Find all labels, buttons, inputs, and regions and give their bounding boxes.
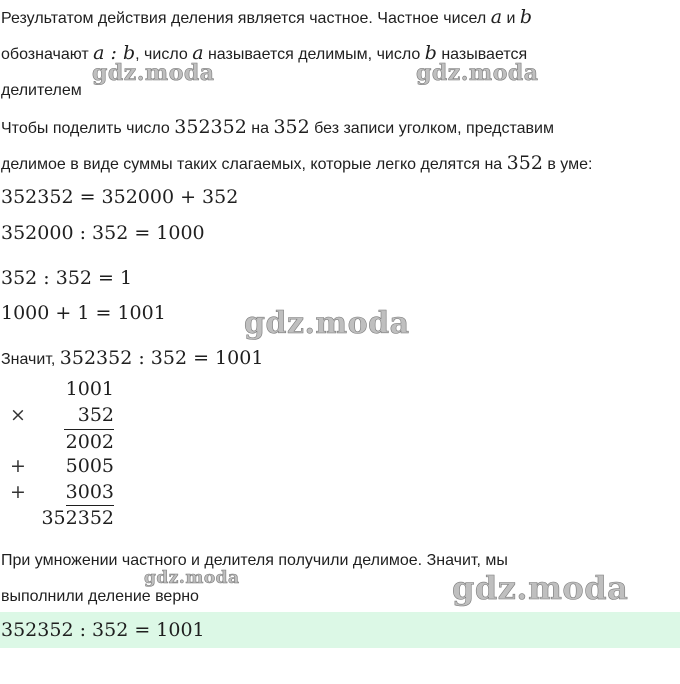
intro-text: называется делимым, число	[207, 46, 421, 63]
mult-row-result	[0, 506, 116, 532]
intro-line-1	[1, 6, 532, 30]
divisor-number: 352	[273, 116, 310, 138]
mult-result: 352352	[41, 506, 114, 529]
var-a: a	[490, 6, 503, 28]
mult-row-partial-3	[0, 480, 116, 506]
var-a: a	[192, 42, 204, 64]
mult-row-partial-1	[0, 429, 116, 455]
conclusion-label: Значит,	[1, 351, 56, 368]
intro-text: делителем	[1, 82, 82, 99]
column-multiplication	[0, 377, 116, 532]
check-line-2	[1, 586, 199, 608]
method-text: на	[251, 120, 269, 137]
answer-expression: 352352 : 352 = 1001	[1, 619, 205, 641]
var-b: b	[424, 42, 437, 64]
method-line-2	[1, 152, 592, 176]
conj-and: и	[506, 10, 516, 27]
plus-operator: +	[10, 455, 26, 478]
quotient-notation: a : b	[93, 42, 136, 64]
dividend-number: 352352	[174, 116, 247, 138]
conclusion-line	[1, 347, 263, 371]
watermark: gdz.moda	[244, 306, 410, 341]
plus-operator: +	[10, 481, 26, 504]
watermark: gdz.moda	[92, 60, 215, 86]
check-text: выполнили деление верно	[1, 588, 199, 605]
mult-row-partial-2	[0, 454, 116, 480]
mult-value: 5005	[65, 455, 114, 478]
watermark: gdz.moda	[144, 568, 240, 588]
conclusion-expression: 352352 : 352 = 1001	[59, 347, 264, 369]
mult-value: 3003	[66, 480, 114, 506]
method-text: Чтобы поделить число	[1, 120, 170, 137]
intro-text: Результатом действия деления является частное. Частное чисел	[1, 10, 487, 27]
times-operator: ×	[10, 403, 26, 426]
mult-row-multiplicand	[0, 377, 116, 403]
equation-1: 352352 = 352000 + 352	[1, 186, 239, 208]
intro-text: , число	[135, 46, 188, 63]
divisor-number: 352	[506, 152, 543, 174]
equation-3: 352 : 352 = 1	[1, 267, 133, 289]
watermark: gdz.moda	[416, 60, 539, 86]
method-text: делимое в виде суммы таких слагаемых, которые легко делятся на	[1, 156, 503, 173]
answer-box	[0, 612, 680, 648]
intro-text: называется	[441, 46, 528, 63]
var-b: b	[519, 6, 533, 28]
equation-2: 352000 : 352 = 1000	[1, 222, 205, 244]
method-line-1	[1, 116, 554, 140]
mult-row-multiplier	[0, 403, 116, 429]
check-line-1	[1, 550, 508, 572]
equation-4: 1000 + 1 = 1001	[1, 302, 166, 324]
mult-value: 2002	[65, 430, 114, 453]
intro-text: обозначают	[1, 46, 89, 63]
intro-line-3	[1, 80, 82, 102]
method-text: без записи уголком, представим	[314, 120, 554, 137]
check-text: При умножении частного и делителя получили делимое. Значит, мы	[1, 552, 508, 569]
method-text: в уме:	[547, 156, 593, 173]
mult-value: 1001	[65, 378, 114, 400]
mult-value: 352	[77, 403, 114, 426]
watermark: gdz.moda	[452, 569, 629, 607]
